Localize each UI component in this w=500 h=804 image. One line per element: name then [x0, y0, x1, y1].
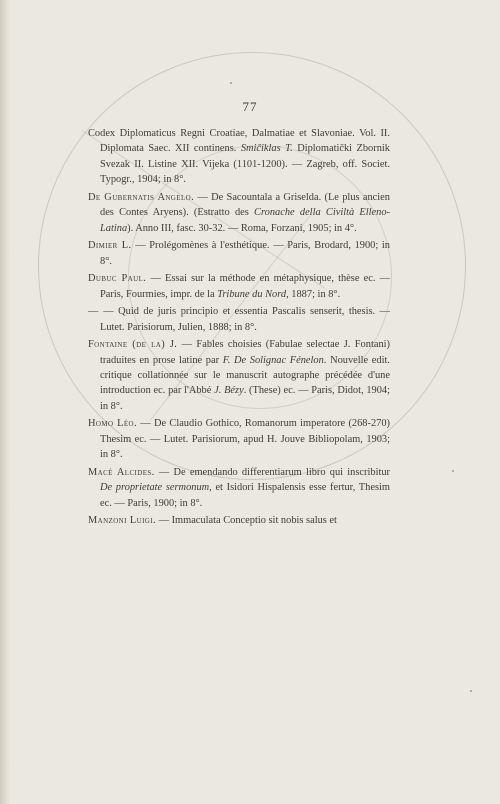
page-edge-shadow: [0, 0, 10, 804]
entry-text: — De Claudio Gothico, Romanorum imperatore (268-270) Thesim ec. — Lutet. Parisiorum, apud H. Jouve Bibliopolam, 1903; in 8°.: [100, 418, 391, 461]
entry-text: ). Anno III, fasc. 30-32. — Roma, Forzani, 1905; in 4°.: [127, 222, 357, 234]
entry-italic-text: De proprietate sermonum: [100, 482, 210, 494]
entry-author: —: [88, 306, 99, 318]
bibliography-entry: [88, 304, 390, 335]
paper-speck: [452, 470, 454, 472]
entry-author: Macé Alcides.: [88, 466, 155, 478]
paper-speck: [470, 690, 472, 692]
page-number: 77: [242, 99, 258, 114]
bibliography-list: [88, 126, 390, 531]
bibliography-entry: [88, 126, 390, 188]
entry-text: , 1887; in 8°.: [286, 288, 341, 300]
entry-text: — De emendando differentiarum libro qui inscribitur: [154, 466, 390, 478]
entry-text: . Nouvelle edit. critique collationnée sur le manuscrit autographe précédée d'une introduction ec. par l'Abbé: [100, 354, 390, 397]
entry-text: — Immaculata Conceptio sit nobis salus et: [155, 515, 337, 527]
entry-text: — Quid de juris principio et essentia Pascalis senserit, thesis. — Lutet. Parisiorum, Julien, 1888; in 8°.: [98, 306, 390, 333]
entry-author: Homo Léo.: [88, 418, 138, 430]
entry-text: Codex Diplomaticus Regni Croatiae, Dalmatiae et Slavoniae. Vol. II. Diplomata Saec. XII continens.: [88, 128, 390, 155]
paper-speck: [230, 82, 232, 84]
bibliography-entry: [88, 238, 390, 269]
entry-author: Dubuc Paul.: [88, 273, 147, 285]
entry-author: Manzoni Luigi.: [88, 515, 156, 527]
entry-italic-text: Tribune du Nord: [217, 288, 287, 300]
entry-author: De Gubernatis Angelo.: [88, 191, 195, 203]
entry-italic-text: J. Bézy: [214, 385, 244, 397]
bibliography-entry: [88, 513, 390, 528]
bibliography-entry: [88, 337, 390, 414]
bibliography-entry: [88, 465, 390, 511]
bibliography-entry: [88, 271, 390, 302]
entry-text: , et Isidori Hispalensis esse fertur, Thesim ec. — Paris, 1900; in 8°.: [100, 482, 390, 509]
entry-author: Dimier L.: [88, 240, 132, 252]
entry-italic-text: F. De Solignac Fénelon: [222, 354, 324, 366]
bibliography-entry: [88, 190, 390, 236]
entry-text: . (These) ec. — Paris, Didot, 1904; in 8°.: [100, 385, 391, 412]
entry-author: Fontaine (de la) J.: [88, 339, 178, 351]
entry-text: — De Sacountala a Griselda. (Le plus ancien des Contes Aryens). (Estratto des: [100, 191, 390, 219]
bibliography-entry: [88, 416, 390, 462]
entry-text: — Fables choisies (Fabulae selectae J. Fontani) traduites en prose latine par: [100, 339, 390, 366]
entry-text: Diplomatički Zbornik Svezak II. Listine XII. Vijeka (1101-1200). — Zagreb, off. Societ. Typogr., 1904; in 8°.: [100, 143, 390, 186]
entry-italic-text: Smičiklas T.: [240, 143, 293, 155]
entry-text: — Essai sur la méthode en métaphysique, thèse ec. — Paris, Fourmies, impr. de la: [100, 273, 390, 300]
entry-text: — Prolégomènes à l'esthétique. — Paris, Brodard, 1900; in 8°.: [100, 240, 390, 267]
entry-italic-text: Cronache della Civiltà Elleno-Latina: [100, 207, 391, 234]
